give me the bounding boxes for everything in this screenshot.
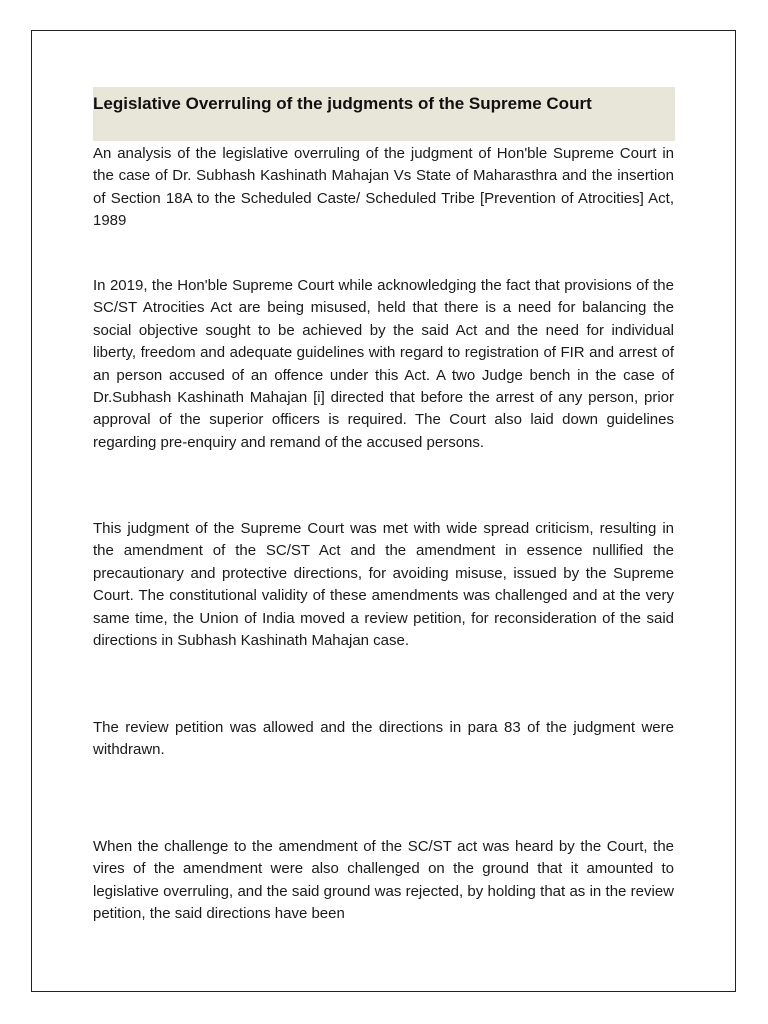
paragraph-challenge: When the challenge to the amendment of the SC/ST act was heard by the Court, the vires of the amendment were also challenged on the ground that it amounted to legislative overruling, and the said ground was rejected, by holding that as in the review petition, the said directions have been — [93, 838, 674, 923]
document-title: Legislative Overruling of the judgments of the Supreme Court — [93, 94, 592, 113]
paragraph-review-petition: The review petition was allowed and the directions in para 83 of the judgment were withdrawn. — [93, 719, 674, 759]
document-page — [31, 30, 736, 992]
paragraph-criticism: This judgment of the Supreme Court was met with wide spread criticism, resulting in the amendment of the SC/ST Act and the amendment in essence nullified the precautionary and protective directions, for avoiding misuse, issued by the Supreme Court. The constitutional validity of these amendments was challenged and at the very same time, the Union of India moved a review petition, for reconsideration of the said directions in Subhash Kashinath Mahajan case. — [93, 520, 674, 650]
paragraph-2019-judgment: In 2019, the Hon'ble Supreme Court while acknowledging the fact that provisions of the SC/ST Atrocities Act are being misused, held that there is a need for balancing the social objective sought to be achieved by the said Act and the need for individual liberty, freedom and adequate guidelines with regard to registration of FIR and arrest of an person accused of an offence under this Act. A two Judge bench in the case of Dr.Subhash Kashinath Mahajan [i] directed that before the arrest of any person, prior approval of the superior officers is required. The Court also laid down guidelines regarding pre-enquiry and remand of the accused persons. — [93, 277, 674, 451]
title-band — [93, 87, 675, 141]
paragraph-intro: An analysis of the legislative overruling of the judgment of Hon'ble Supreme Court in the case of Dr. Subhash Kashinath Mahajan Vs State of Maharasthra and the insertion of Section 18A to the Scheduled Caste/ Scheduled Tribe [Prevention of Atrocities] Act, 1989 — [93, 145, 674, 230]
